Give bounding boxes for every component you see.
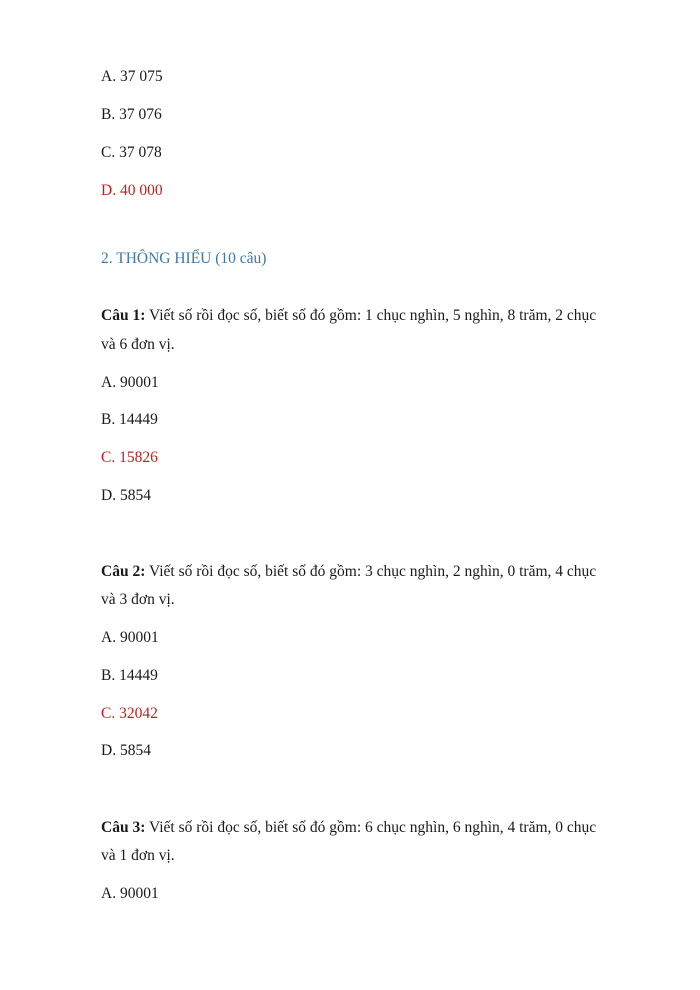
question-2-option-b: B. 14449	[101, 667, 158, 684]
prev-option-c: C. 37 078	[101, 144, 162, 161]
question-2-label: Câu 2:	[101, 563, 146, 580]
question-1-option-d: D. 5854	[101, 487, 151, 504]
prev-option-b: B. 37 076	[101, 106, 162, 123]
question-2-option-c-correct: C. 32042	[101, 705, 158, 722]
section-heading: 2. THÔNG HIỂU (10 câu)	[101, 250, 267, 267]
question-1-option-a: A. 90001	[101, 374, 159, 391]
question-2-stem	[101, 562, 596, 582]
question-3-option-a: A. 90001	[101, 885, 159, 902]
question-1-text-cont: và 6 đơn vị.	[101, 336, 175, 353]
question-3-text: Viết số rồi đọc số, biết số đó gồm: 6 chục nghìn, 6 nghìn, 4 trăm, 0 chục	[145, 819, 597, 836]
prev-option-a: A. 37 075	[101, 68, 163, 85]
question-1-label: Câu 1:	[101, 307, 146, 324]
question-2-option-a: A. 90001	[101, 629, 159, 646]
question-1-option-c-correct: C. 15826	[101, 449, 158, 466]
question-2-option-d: D. 5854	[101, 742, 151, 759]
question-1-text: Viết số rồi đọc số, biết số đó gồm: 1 chục nghìn, 5 nghìn, 8 trăm, 2 chục	[145, 307, 597, 324]
question-1-stem	[101, 306, 596, 326]
question-3-stem	[101, 818, 596, 838]
prev-option-d-correct: D. 40 000	[101, 182, 163, 199]
question-1-option-b: B. 14449	[101, 411, 158, 428]
question-3-label: Câu 3:	[101, 819, 146, 836]
question-2-text: Viết số rồi đọc số, biết số đó gồm: 3 chục nghìn, 2 nghìn, 0 trăm, 4 chục	[145, 563, 597, 580]
question-2-text-cont: và 3 đơn vị.	[101, 591, 175, 608]
question-3-text-cont: và 1 đơn vị.	[101, 847, 175, 864]
